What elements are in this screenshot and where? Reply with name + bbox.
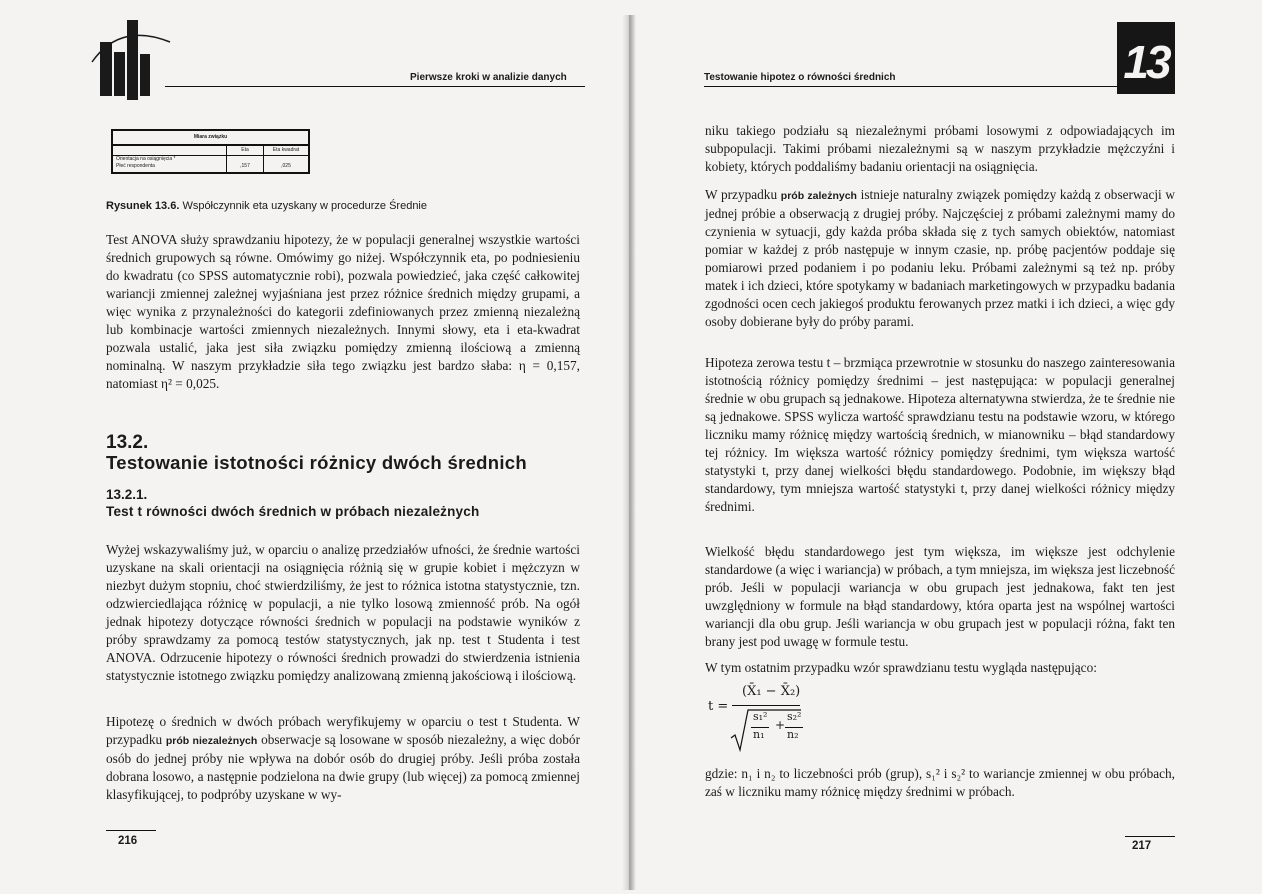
left-page xyxy=(0,0,630,894)
header-rule xyxy=(165,86,585,87)
table-row-label-line2: Płeć respondenta xyxy=(116,163,155,169)
table-cell-eta: ,157 xyxy=(227,156,264,172)
table-title: Miara związku xyxy=(113,131,308,146)
footer-rule xyxy=(106,830,156,831)
key-term: prób niezależnych xyxy=(165,735,258,747)
paragraph-text: obserwacje są losowane w sposób niezależny, a więc dobór osób do jednej próby nie wpływa na dobór osób do drugiej próby. Jeśli próba została dobrana losowo, a następnie podzielona na dwie grupy (lub więcej) za pomocą zmiennej klasyfikującej, to podpróby uzyskane w wy- xyxy=(106,732,580,802)
chapter-logo-icon xyxy=(90,12,175,104)
paragraph xyxy=(705,186,1175,331)
paragraph: Hipoteza zerowa testu t – brzmiąca przewrotnie w stosunku do naszego zainteresowania istotnością różnicy pomiędzy średnimi – jest następująca: w populacji generalnej średnie w obu grupach są jednakowe. Hipoteza alternatywna stwierdza, że te średnie nie są jednakowe. SPSS wylicza wartość sprawdzianu testu na podstawie wzoru, w którego liczniku mamy różnicę między wartością średnich, w mianowniku – błąd standardowy tej różnicy. Im większa wartość różnicy pomiędzy średnimi, tym większa wartość statystyki t, przy danej wielkości błędu standardowego. Podobnie, im większy błąd standardowy, tym mniejsza wartość statystyki t, przy danej wielkości różnicy między średnimi. xyxy=(705,355,1175,514)
association-table xyxy=(111,129,310,174)
paragraph: Wyżej wskazywaliśmy już, w oparciu o analizę przedziałów ufności, że średnie wartości uzyskane na skali orientacji na osiągnięcia różnią się w grupie kobiet i mężczyzn w niezbyt dużym stopniu, choć stwierdziliśmy, że jest to różnica istotna statystycznie, tzn. odzwierciedlająca różnicę w populacji, a nie tylko losową zmienność prób. Na ogół jednak hipotezy dotyczące równości średnich w populacji na podstawie wyników z próby sprawdzamy za pomocą testów statystycznych, jak np. test t Studenta i test ANOVA. Odrzucenie hipotezy o równości średnich prowadzi do stwierdzenia istnienia statystycznie istotnego związku pomiędzy analizowaną zmienną jakościową i ilościową. xyxy=(106,542,580,683)
formula-s1: s₁² xyxy=(753,710,768,723)
formula-lhs: t = xyxy=(708,699,729,714)
figure-caption-text: Współczynnik eta uzyskany w procedurze Średnie xyxy=(182,200,427,212)
paragraph: niku takiego podziału są niezależnymi próbami losowymi z odpowiadających im subpopulacji. Takimi próbami niezależnymi są w naszym przykładzie mężczyźni i kobiety, których poddaliśmy badaniu orientacji na osiągnięcia. xyxy=(705,123,1175,174)
paragraph xyxy=(106,713,580,804)
paragraph: Wielkość błędu standardowego jest tym większa, im większe jest odchylenie standardowe (a więc i wariancja) w próbach, a tym mniejsza, im większa jest liczebność prób. Jeśli w populacji wariancja w obu grupach jest jednakowa, fakt ten jest uwzględniony w formule na błąd standardowy, która oparta jest na wspólnej wartości wariancji dla obu grup. Jeśli wariancja w obu grupach jest w populacji różna, fakt ten brany jest pod uwagę w formule testu. xyxy=(705,544,1176,649)
paragraph-text: Hipotezę o średnich w dwóch próbach weryfikujemy w oparciu o test t Studenta. W przypadku xyxy=(106,714,580,747)
table-cell-eta-sq: ,025 xyxy=(281,163,291,169)
right-page xyxy=(632,0,1262,894)
table-row-label-line1: Orientacja na osiągnięcia * xyxy=(116,156,176,162)
table-corner xyxy=(113,146,227,155)
figure-caption xyxy=(106,200,427,212)
page-number: 217 xyxy=(1132,840,1152,852)
fraction-bar xyxy=(732,705,800,706)
formula-plus: + xyxy=(775,718,786,732)
chapter-number-badge: 13 xyxy=(1117,22,1175,94)
figure-label: Rysunek 13.6. xyxy=(106,200,180,212)
header-rule xyxy=(704,86,1124,87)
paragraph-text: istnieje naturalny związek pomiędzy każdą z obserwacji w jednej próbie a obserwacją z drugiej próby. Najczęściej z próbami zależnymi mamy do czynienia w sytuacji, gdy każda próba składa się z tych samych obiektów, natomiast pomiar w każdej z prób następuje w innym czasie, np. próbę pacjentów poddaje się pomiarowi przed podaniem i po podaniu leku. Próbami zależnymi są też np. próby matek i ich dzieci, które spotykamy w badaniach marketingowych w przypadku badania zgodności ocen cech jakiegoś produktu ferowanych przez matki i ich dzieci, a więc gdy osoby dobierane były do próby parami. xyxy=(705,187,1176,329)
running-head: Testowanie hipotez o równości średnich xyxy=(704,72,896,83)
paragraph: W tym ostatnim przypadku wzór sprawdzianu testu wygląda następująco: xyxy=(705,660,1097,675)
formula-n2: n₂ xyxy=(787,728,799,741)
paragraph: gdzie: n₁ i n₂ to liczebności prób (grup), s₁² i s₂² to wariancje zmiennej w obu próbach, zaś w liczniku mamy różnicę między średnimi w próbach. xyxy=(705,766,1175,799)
table-header-eta: Eta xyxy=(227,146,264,155)
table-row-label xyxy=(113,156,227,172)
subsection-title: Test t równości dwóch średnich w próbach niezależnych xyxy=(106,504,480,519)
section-title: Testowanie istotności różnicy dwóch średnich xyxy=(106,452,527,473)
page-number: 216 xyxy=(118,835,138,847)
section-number: 13.2. xyxy=(106,432,149,453)
paragraph: Test ANOVA służy sprawdzaniu hipotezy, że w populacji generalnej wszystkie wartości średnich grupowych są równe. Omówimy go niżej. Współczynnik eta, po podniesieniu do kwadratu (co SPSS automatycznie robi), pozwala powiedzieć, jaka część całkowitej wariancji zmiennej zależnej wyjaśniana jest przez różnice średnich między grupami, a więc wynika z przynależności do kategorii zdefiniowanych przez zmienną niezależną lub kombinacje wartości zmiennych niezależnych. Innymi słowy, eta i eta-kwadrat pozwala ustalić, jaka jest siła związku pomiędzy zmienną ilościową a zmienną nominalną. W naszym przykładzie siła tego związku jest bardzo słaba: η = 0,157, natomiast η² = 0,025. xyxy=(106,232,580,391)
paragraph-text: W przypadku xyxy=(705,187,778,202)
subsection-number: 13.2.1. xyxy=(106,487,148,502)
key-term: prób zależnych xyxy=(780,190,857,202)
formula-s2: s₂² xyxy=(787,710,802,723)
footer-rule xyxy=(1125,836,1175,837)
running-head: Pierwsze kroki w analizie danych xyxy=(410,72,567,83)
formula-n1: n₁ xyxy=(753,728,765,741)
formula-numerator: (X̄₁ − X̄₂) xyxy=(742,684,801,699)
table-header-eta-sq: Eta kwadrat xyxy=(272,147,300,153)
